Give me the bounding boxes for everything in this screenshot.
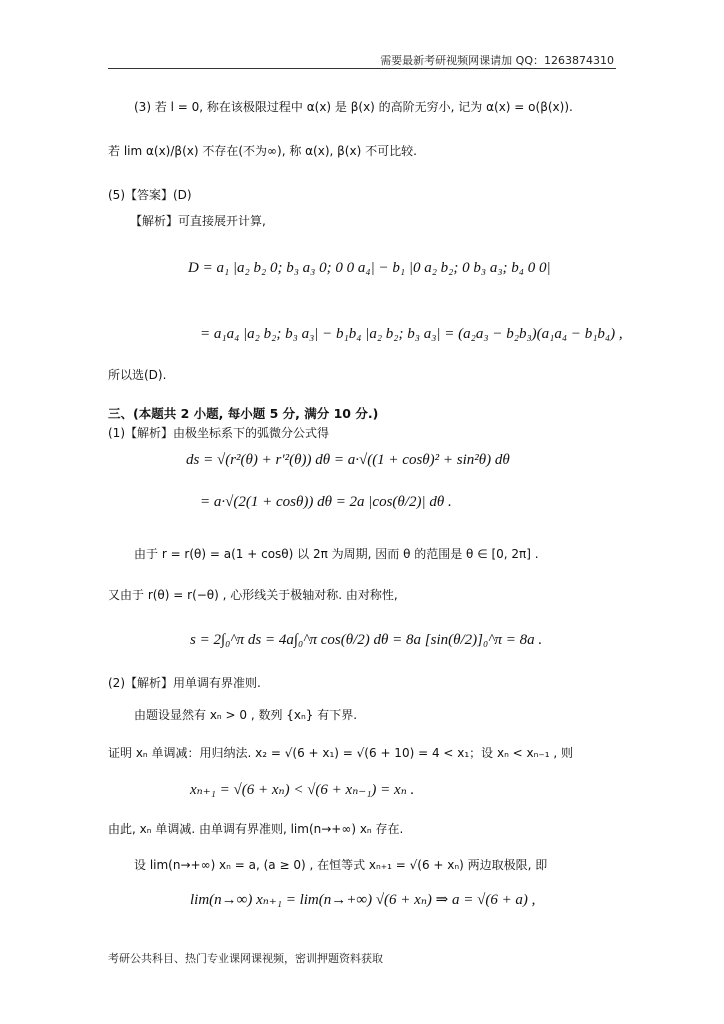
page-header: 需要最新考研视频网课请加 QQ：1263874310 (380, 54, 614, 67)
equation-induction: xₙ₊₁ = √(6 + xₙ) < √(6 + xₙ₋₁) = xₙ . (190, 782, 415, 798)
line-arc-length-intro: (1)【解析】由极坐标系下的弧微分公式得 (108, 426, 329, 440)
line-take-limit: 设 lim(n→+∞) xₙ = a, (a ≥ 0) , 在恒等式 xₙ₊₁ = √(6 + xₙ) 两边取极限, 即 (134, 858, 548, 872)
equation-ds-2: = a·√(2(1 + cosθ)) dθ = 2a |cos(θ/2)| dθ . (200, 494, 452, 510)
header-rule (108, 68, 616, 69)
line-choose-d: 所以选(D). (108, 368, 167, 382)
line-monotone-proof: 证明 xₙ 单调减：用归纳法. x₂ = √(6 + x₁) = √(6 + 10) = 4 < x₁；设 xₙ < xₙ₋₁ , 则 (108, 746, 574, 760)
line-higher-order-infinitesimal: (3) 若 l = 0, 称在该极限过程中 α(x) 是 β(x) 的高阶无穷小, 记为 α(x) = o(β(x)). (134, 100, 573, 114)
equation-limit-a: lim(n→∞) xₙ₊₁ = lim(n→+∞) √(6 + xₙ) ⇒ a = √(6 + a) , (190, 892, 536, 908)
line-answer-5: (5)【答案】(D) (108, 188, 192, 202)
equation-ds-1: ds = √(r²(θ) + r′²(θ)) dθ = a·√((1 + cosθ)² + sin²θ) dθ (186, 452, 510, 468)
line-not-comparable: 若 lim α(x)/β(x) 不存在(不为∞), 称 α(x), β(x) 不可比较. (108, 144, 417, 158)
equation-determinant-result: = a₁a₄ |a₂ b₂; b₃ a₃| − b₁b₄ |a₂ b₂; b₃ a₃| = (a₂a₃ − b₂b₃)(a₁a₄ − b₁b₄) , (200, 326, 623, 342)
line-symmetry: 又由于 r(θ) = r(−θ) , 心形线关于极轴对称. 由对称性, (108, 588, 398, 602)
line-limit-exists: 由此, xₙ 单调减. 由单调有界准则, lim(n→+∞) xₙ 存在. (108, 822, 404, 836)
section-heading-3: 三、(本题共 2 小题, 每小题 5 分, 满分 10 分.) (108, 406, 379, 421)
line-lower-bound: 由题设显然有 xₙ > 0 , 数列 {xₙ} 有下界. (134, 708, 358, 722)
page-footer: 考研公共科目、热门专业课网课视频，密训押题资料获取 (108, 952, 383, 965)
equation-determinant-expansion: D = a₁ |a₂ b₂ 0; b₃ a₃ 0; 0 0 a₄| − b₁ |0 a₂ b₂; 0 b₃ a₃; b₄ 0 0| (188, 260, 551, 276)
line-analysis-2: (2)【解析】用单调有界准则. (108, 676, 261, 690)
line-period: 由于 r = r(θ) = a(1 + cosθ) 以 2π 为周期, 因而 θ 的范围是 θ ∈ [0, 2π] . (134, 547, 539, 561)
equation-s: s = 2∫₀^π ds = 4a∫₀^π cos(θ/2) dθ = 8a [sin(θ/2)]₀^π = 8a . (190, 632, 543, 648)
line-analysis-5: 【解析】可直接展开计算, (130, 214, 266, 228)
